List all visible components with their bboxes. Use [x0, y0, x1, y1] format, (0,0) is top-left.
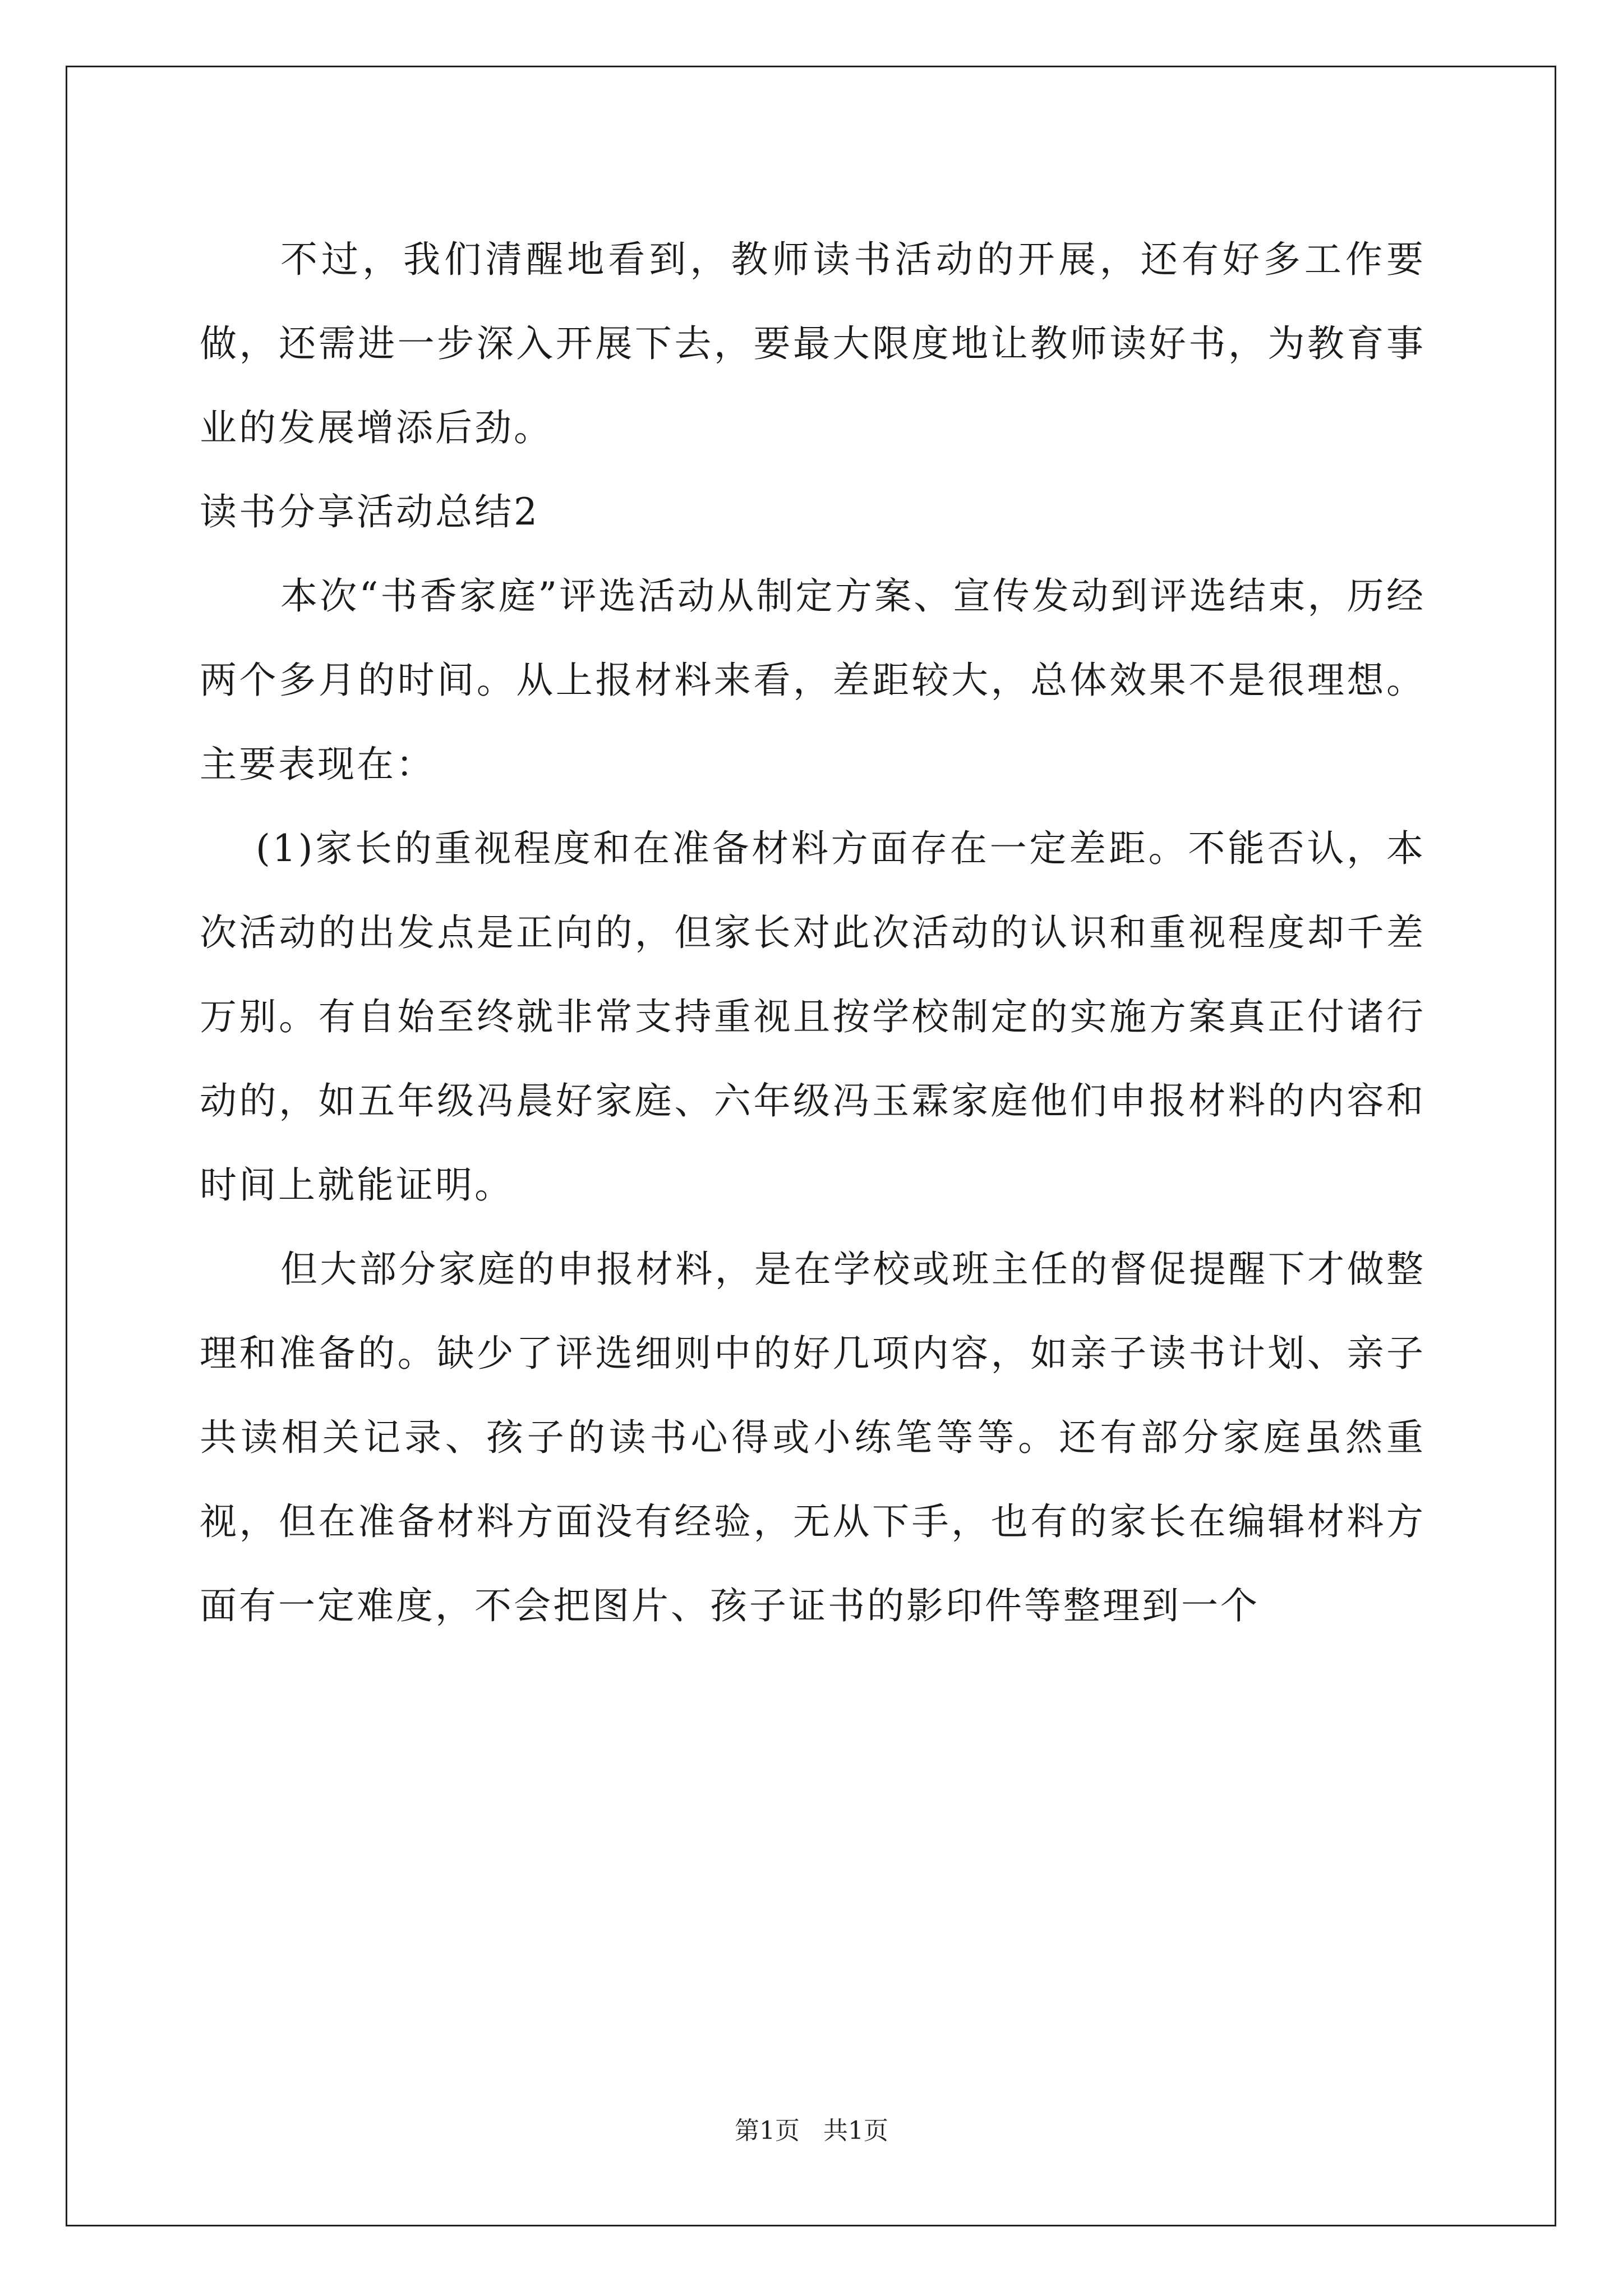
paragraph-point-1: (1)家长的重视程度和在准备材料方面存在一定差距。不能否认，本次活动的出发点是正向的，但家长对此次活动的认识和重视程度却千差万别。有自始至终就非常支持重视且按学校制定的实施方案真正付诸行动的，如五年级冯晨好家庭、六年级冯玉霖家庭他们申报材料的内容和时间上就能证明。: [200, 827, 1426, 1207]
paragraph-intro: 不过，我们清醒地看到，教师读书活动的开展，还有好多工作要做，还需进一步深入开展下去，要最大限度地让教师读好书，为教育事业的发展增添后劲。: [200, 238, 1426, 449]
document-body: [200, 218, 1426, 1648]
page-footer: [0, 2110, 1623, 2146]
page-number-total: 共1页: [823, 2116, 888, 2145]
paragraph-summary: 本次“书香家庭”评选活动从制定方案、宣传发动到评选结束，历经两个多月的时间。从上报材料来看，差距较大，总体效果不是很理想。主要表现在：: [200, 574, 1426, 786]
page-number-current: 第1页: [735, 2116, 800, 2145]
section-heading: 读书分享活动总结2: [200, 490, 540, 533]
paragraph-materials: 但大部分家庭的申报材料，是在学校或班主任的督促提醒下才做整理和准备的。缺少了评选细则中的好几项内容，如亲子读书计划、亲子共读相关记录、孩子的读书心得或小练笔等等。还有部分家庭虽然重视，但在准备材料方面没有经验，无从下手，也有的家长在编辑材料方面有一定难度，不会把图片、孩子证书的影印件等整理到一个: [200, 1248, 1426, 1627]
